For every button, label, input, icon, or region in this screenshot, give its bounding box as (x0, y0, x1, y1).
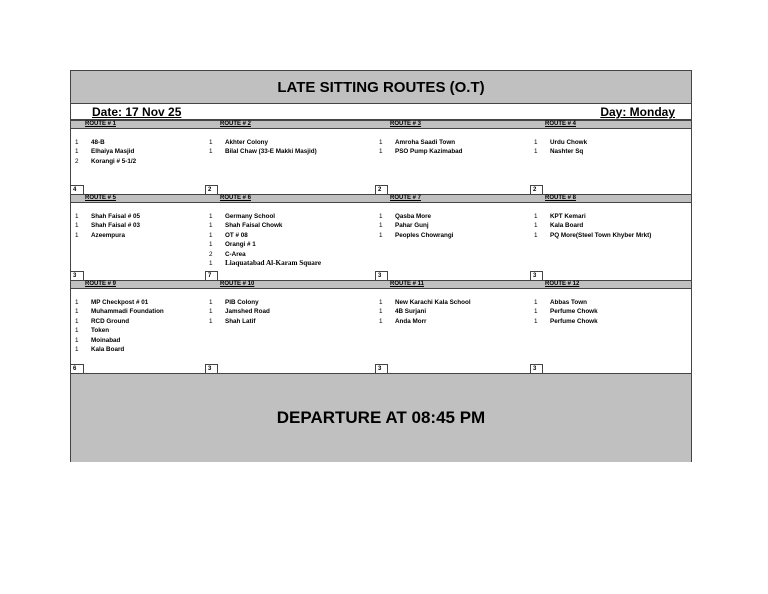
stop-quantity: 1 (534, 231, 538, 239)
route-total: 2 (205, 185, 218, 194)
route-header: ROUTE # 2 (220, 121, 252, 127)
stop-name: Nashter Sq (550, 148, 584, 156)
stop-quantity: 1 (209, 299, 213, 306)
route-row (71, 129, 691, 194)
route-total: 4 (71, 185, 84, 194)
route-header: ROUTE # 8 (545, 195, 577, 201)
date-label: Date: 17 Nov 25 (92, 105, 182, 119)
route-total: 3 (530, 271, 543, 280)
stop-quantity: 1 (534, 139, 538, 146)
route-column (534, 129, 684, 194)
route-header: ROUTE # 7 (390, 195, 422, 201)
stop-quantity: 1 (534, 222, 538, 230)
stop-name: Pahar Gunj (395, 222, 429, 230)
route-header: ROUTE # 9 (85, 281, 117, 287)
route-column (379, 129, 529, 194)
stop-quantity: 1 (75, 139, 79, 146)
route-header: ROUTE # 5 (85, 195, 117, 201)
route-column (209, 289, 359, 373)
stop-quantity: 1 (75, 317, 79, 325)
stop-quantity: 1 (534, 213, 538, 220)
stop-name: Shah Faisal # 03 (91, 222, 141, 230)
stop-quantity: 1 (75, 346, 79, 353)
route-header: ROUTE # 3 (390, 121, 422, 127)
stop-name: Orangi # 1 (225, 241, 256, 249)
route-total: 3 (375, 271, 388, 280)
stop-name: 48-B (91, 139, 105, 146)
day-label: Day: Monday (600, 105, 675, 119)
stop-quantity: 1 (75, 213, 79, 220)
stop-name: Token (91, 327, 110, 335)
route-total: 6 (71, 364, 84, 373)
stop-name: MP Checkpost # 01 (91, 299, 149, 306)
stop-quantity: 1 (534, 308, 538, 316)
route-row (71, 203, 691, 280)
route-header-band (71, 280, 691, 289)
stop-name: Liaquatabad Al-Karam Square (225, 259, 322, 267)
stop-name: Akhter Colony (225, 139, 269, 146)
stop-quantity: 1 (75, 336, 79, 344)
route-column (534, 203, 684, 280)
stop-name: Shah Faisal Chowk (225, 222, 283, 230)
stop-quantity: 2 (209, 250, 213, 258)
stop-quantity: 1 (209, 241, 213, 249)
stop-quantity: 1 (534, 299, 538, 306)
route-total: 2 (375, 185, 388, 194)
stop-quantity: 1 (379, 299, 383, 306)
stop-quantity: 1 (379, 231, 383, 239)
stop-quantity: 1 (209, 231, 213, 239)
stop-name: Qasba More (395, 213, 432, 220)
stop-quantity: 1 (75, 308, 79, 316)
stop-name: Kala Board (91, 346, 125, 353)
stop-name: Urdu Chowk (550, 139, 588, 146)
stop-name: Kala Board (550, 222, 584, 230)
route-header: ROUTE # 6 (220, 195, 252, 201)
stop-quantity: 1 (209, 317, 213, 325)
route-total: 3 (71, 271, 84, 280)
stop-quantity: 1 (75, 222, 79, 230)
stop-name: KPT Kemari (550, 213, 586, 220)
stop-quantity: 1 (75, 299, 79, 306)
stop-name: 4B Surjani (395, 308, 427, 316)
stop-name: Jamshed Road (225, 308, 270, 316)
stop-name: Perfume Chowk (550, 317, 598, 325)
stop-quantity: 1 (209, 260, 213, 267)
stop-quantity: 1 (379, 139, 383, 146)
stop-quantity: 1 (75, 327, 79, 335)
stop-name: RCD Ground (91, 317, 130, 325)
stop-name: Korangi # 5-1/2 (91, 157, 137, 165)
stop-name: New Karachi Kala School (395, 299, 471, 306)
stop-quantity: 1 (379, 222, 383, 230)
route-column (209, 203, 359, 280)
stop-quantity: 1 (534, 148, 538, 156)
route-header-band (71, 194, 691, 203)
stop-quantity: 1 (75, 148, 79, 156)
route-column (534, 289, 684, 373)
route-total: 2 (530, 185, 543, 194)
stop-quantity: 1 (209, 222, 213, 230)
stop-quantity: 1 (379, 317, 383, 325)
stop-name: PIB Colony (225, 299, 259, 306)
stop-quantity: 1 (379, 213, 383, 220)
stop-name: Elhaiya Masjid (91, 148, 135, 156)
date-row (71, 104, 691, 120)
stop-name: C-Area (225, 250, 246, 258)
stop-name: Bilal Chaw (33-E Makki Masjid) (225, 148, 317, 156)
route-header: ROUTE # 1 (85, 121, 117, 127)
stop-name: Shah Latif (225, 317, 256, 325)
stop-name: Perfume Chowk (550, 308, 598, 316)
stop-name: Abbas Town (550, 299, 587, 306)
route-total: 7 (205, 271, 218, 280)
route-column (379, 289, 529, 373)
stop-name: Germany School (225, 213, 276, 220)
stop-name: Azeempura (91, 231, 125, 239)
stop-name: Anda Morr (395, 317, 427, 325)
stop-name: Muhammadi Foundation (91, 308, 164, 316)
route-column (379, 203, 529, 280)
stop-quantity: 1 (379, 308, 383, 316)
route-column (209, 129, 359, 194)
route-header: ROUTE # 11 (390, 281, 425, 287)
stop-name: OT # 08 (225, 231, 248, 239)
route-header: ROUTE # 10 (220, 281, 255, 287)
route-column (75, 203, 225, 280)
route-total: 3 (375, 364, 388, 373)
stop-name: Shah Faisal # 05 (91, 213, 141, 220)
route-column (75, 289, 225, 373)
route-row (71, 289, 691, 373)
stop-quantity: 1 (534, 317, 538, 325)
stop-name: Peoples Chowrangi (395, 231, 454, 239)
route-column (75, 129, 225, 194)
stop-quantity: 2 (75, 157, 79, 165)
stop-name: PQ More(Steel Town Khyber Mrkt) (550, 231, 652, 239)
stop-quantity: 1 (209, 308, 213, 316)
stop-name: PSO Pump Kazimabad (395, 148, 463, 156)
stop-quantity: 1 (379, 148, 383, 156)
stop-quantity: 1 (75, 231, 79, 239)
stop-name: Moinabad (91, 336, 121, 344)
stop-name: Amroha Saadi Town (395, 139, 456, 146)
stop-quantity: 1 (209, 148, 213, 156)
route-header-band (71, 120, 691, 129)
stop-quantity: 1 (209, 139, 213, 146)
route-header: ROUTE # 12 (545, 281, 580, 287)
sheet-title: LATE SITTING ROUTES (O.T) (71, 71, 691, 104)
routes-sheet (70, 70, 692, 462)
departure-banner: DEPARTURE AT 08:45 PM (71, 373, 691, 462)
route-total: 3 (530, 364, 543, 373)
stop-quantity: 1 (209, 213, 213, 220)
route-total: 3 (205, 364, 218, 373)
route-header: ROUTE # 4 (545, 121, 577, 127)
